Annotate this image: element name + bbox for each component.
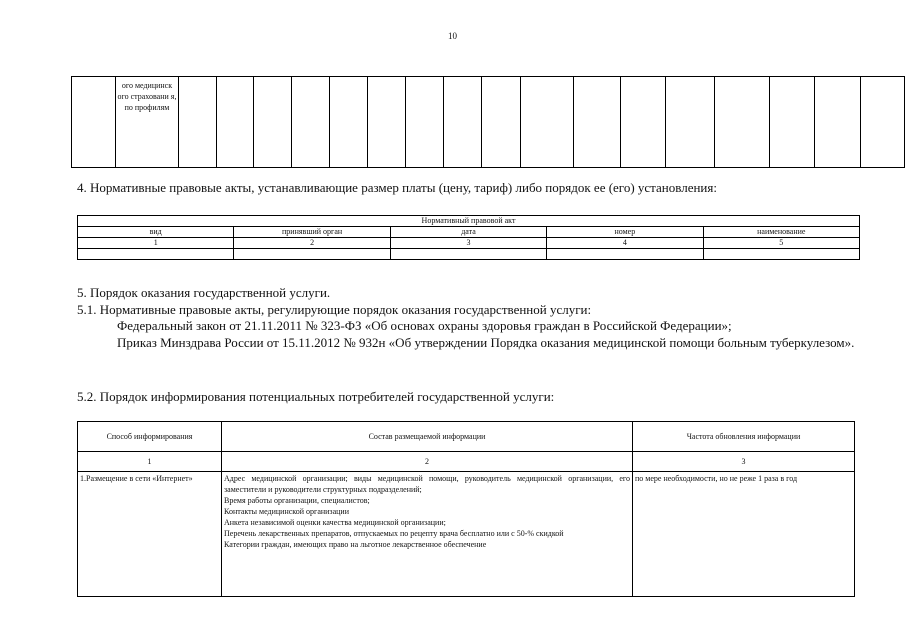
information-method: 1.Размещение в сети «Интернет»	[78, 472, 222, 597]
table-number-cell: 4	[547, 238, 703, 249]
table-number-row	[78, 238, 860, 249]
section5-title: 5. Порядок оказания государственной услуги.	[77, 285, 331, 300]
table-caption: Нормативный правовой акт	[78, 216, 860, 227]
table-cell	[254, 77, 292, 168]
table-cell	[715, 77, 770, 168]
table-header-row	[78, 227, 860, 238]
table-cell	[574, 77, 621, 168]
table-header-cell: номер	[547, 227, 703, 238]
table-header-cell: принявший орган	[234, 227, 390, 238]
table-cell	[78, 249, 234, 260]
content-line: Адрес медицинской организации; виды медицинской помощи, руководитель медицинской организации, его заместители и руководители структурных подразделений;	[224, 474, 630, 494]
table-number-cell: 3	[390, 238, 546, 249]
table-cell	[292, 77, 330, 168]
update-frequency: по мере необходимости, но не реже 1 раза в год	[633, 472, 855, 597]
table-header-cell: Частота обновления информации	[633, 422, 855, 452]
table-cell	[547, 249, 703, 260]
section4-title: 4. Нормативные правовые акты, устанавливающие размер платы (цену, тариф) либо порядок ее (его) установления:	[77, 180, 717, 195]
table-cell	[621, 77, 666, 168]
information-content	[222, 472, 633, 597]
table-cell	[703, 249, 859, 260]
table-number-cell: 2	[234, 238, 390, 249]
table-cell	[444, 77, 482, 168]
table-number-cell: 3	[633, 452, 855, 472]
table-cell	[482, 77, 521, 168]
table-cell	[179, 77, 217, 168]
section5-1-title: 5.1. Нормативные правовые акты, регулирующие порядок оказания государственной услуги:	[77, 301, 592, 317]
section5-2-title: 5.2. Порядок информирования потенциальных потребителей государственной услуги:	[77, 389, 555, 404]
table-cell	[770, 77, 815, 168]
table-row	[78, 472, 855, 597]
page-number: 10	[448, 31, 457, 41]
content-line: Время работы организации, специалистов;	[224, 496, 370, 505]
legal-acts-table	[77, 215, 860, 260]
table-cell	[861, 77, 905, 168]
table-cell	[521, 77, 574, 168]
table-number-cell: 5	[703, 238, 859, 249]
table-header-cell: вид	[78, 227, 234, 238]
table-header-cell: дата	[390, 227, 546, 238]
table-cell	[390, 249, 546, 260]
content-line: Категории граждан, имеющих право на льготное лекарственное обеспечение	[224, 540, 487, 549]
table-header-row	[78, 422, 855, 452]
content-line: Контакты медицинской организации	[224, 507, 349, 516]
section5-text	[77, 285, 867, 351]
table-empty-row	[78, 249, 860, 260]
table-cell	[368, 77, 406, 168]
table-cell	[666, 77, 715, 168]
table-cell-wrapped-label: ого медицинск ого страховани я, по профилям	[116, 77, 179, 168]
table-number-cell: 1	[78, 238, 234, 249]
information-table	[77, 421, 855, 597]
table-cell	[815, 77, 861, 168]
content-line: Анкета независимой оценки качества медицинской организации;	[224, 518, 446, 527]
law-item: Федеральный закон от 21.11.2011 № 323-ФЗ «Об основах охраны здоровья граждан в Российской Федерации»;	[117, 318, 732, 333]
table-cell	[234, 249, 390, 260]
table-cell	[330, 77, 368, 168]
table-number-row	[78, 452, 855, 472]
table-header-cell: Способ информирования	[78, 422, 222, 452]
continued-table-fragment	[71, 76, 905, 168]
table-header-cell: Состав размещаемой информации	[222, 422, 633, 452]
table-cell	[217, 77, 254, 168]
table-cell	[72, 77, 116, 168]
table-header-cell: наименование	[703, 227, 859, 238]
table-cell	[406, 77, 444, 168]
content-line: Перечень лекарственных препаратов, отпускаемых по рецепту врача бесплатно или с 50-% скидкой	[224, 529, 564, 538]
law-item: Приказ Минздрава России от 15.11.2012 № 932н «Об утверждении Порядка оказания медицинской помощи больным туберкулезом».	[117, 334, 855, 350]
table-number-cell: 1	[78, 452, 222, 472]
table-number-cell: 2	[222, 452, 633, 472]
